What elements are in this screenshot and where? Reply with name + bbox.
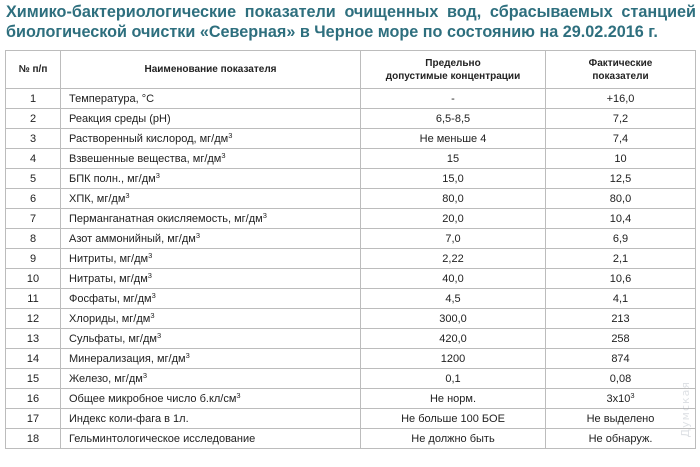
- table-row: [6, 229, 696, 249]
- table-row: [6, 289, 696, 309]
- cell-name: Нитраты, $мг/дм^3$: [61, 269, 361, 289]
- table-row: [6, 429, 696, 449]
- table-row: [6, 129, 696, 149]
- cell-name: Температура, °С: [61, 89, 361, 109]
- cell-limit: 40,0: [361, 269, 546, 289]
- cell-name: Растворенный кислород, $мг/дм^3$: [61, 129, 361, 149]
- cell-actual: 10,4: [546, 209, 696, 229]
- unit-superscript: 3: [142, 370, 148, 380]
- cell-actual: Не обнаруж.: [546, 429, 696, 449]
- cell-num: 17: [6, 409, 61, 429]
- cell-limit: 6,5-8,5: [361, 109, 546, 129]
- header-num: № п/п: [6, 51, 61, 89]
- cell-limit: 15: [361, 149, 546, 169]
- cell-name: Реакция среды (рН): [61, 109, 361, 129]
- cell-name: Взвешенные вещества, $мг/дм^3$: [61, 149, 361, 169]
- unit-superscript: 3: [228, 130, 233, 140]
- table-row: [6, 209, 696, 229]
- cell-actual: +16,0: [546, 89, 696, 109]
- unit-superscript: 3: [151, 290, 156, 300]
- table-row: [6, 329, 696, 349]
- cell-name: Азот аммонийный, $мг/дм^3$: [61, 229, 361, 249]
- cell-num: 11: [6, 289, 61, 309]
- cell-limit: Не меньше 4: [361, 129, 546, 149]
- cell-actual: 10,6: [546, 269, 696, 289]
- cell-num: 16: [6, 389, 61, 409]
- cell-limit: 4,5: [361, 289, 546, 309]
- unit-superscript: 3: [221, 150, 226, 160]
- water-quality-table: [5, 50, 696, 449]
- cell-num: 3: [6, 129, 61, 149]
- cell-actual: 12,5: [546, 169, 696, 189]
- table-row: [6, 389, 696, 409]
- cell-name: Хлориды, $мг/дм^3$: [61, 309, 361, 329]
- unit-superscript: 3: [148, 250, 153, 260]
- cell-num: 9: [6, 249, 61, 269]
- unit-superscript: 3: [262, 210, 267, 220]
- unit-superscript: 3: [236, 390, 241, 400]
- cell-limit: -: [361, 89, 546, 109]
- cell-num: 15: [6, 369, 61, 389]
- cell-num: 2: [6, 109, 61, 129]
- header-limit: [361, 51, 546, 89]
- cell-limit: 420,0: [361, 329, 546, 349]
- cell-num: 10: [6, 269, 61, 289]
- table-row: [6, 89, 696, 109]
- cell-actual: 7,2: [546, 109, 696, 129]
- cell-actual: 6,9: [546, 229, 696, 249]
- header-actual: [546, 51, 696, 89]
- cell-name: ХПК, $мг/дм^3$: [61, 189, 361, 209]
- table-row: [6, 349, 696, 369]
- cell-limit: 2,22: [361, 249, 546, 269]
- watermark: Думская: [679, 380, 692, 437]
- table-row: [6, 169, 696, 189]
- cell-limit: 7,0: [361, 229, 546, 249]
- cell-name: Минерализация, $мг/дм^3$: [61, 349, 361, 369]
- cell-num: 7: [6, 209, 61, 229]
- unit-superscript: 3: [195, 230, 200, 240]
- cell-num: 6: [6, 189, 61, 209]
- cell-actual: Не выделено: [546, 409, 696, 429]
- cell-name: Индекс коли-фага в 1л.: [61, 409, 361, 429]
- table-row: [6, 109, 696, 129]
- cell-actual: 0,08: [546, 369, 696, 389]
- unit-superscript: 3: [150, 310, 155, 320]
- cell-num: 18: [6, 429, 61, 449]
- header-limit-line2: допустимые концентрации: [385, 70, 521, 82]
- cell-name: Фосфаты, $мг/дм^3$: [61, 289, 361, 309]
- table-row: [6, 149, 696, 169]
- cell-actual: 7,4: [546, 129, 696, 149]
- cell-num: 4: [6, 149, 61, 169]
- cell-actual: 4,1: [546, 289, 696, 309]
- header-limit-line1: Предельно: [425, 57, 481, 69]
- cell-actual: 10: [546, 149, 696, 169]
- cell-limit: 1200: [361, 349, 546, 369]
- unit-superscript: 3: [155, 170, 160, 180]
- cell-actual: 213: [546, 309, 696, 329]
- table-header-row: [6, 51, 696, 89]
- actual-superscript: 3: [630, 390, 635, 400]
- cell-name: Гельминтологическое исследование: [61, 429, 361, 449]
- table-row: [6, 249, 696, 269]
- table-row: [6, 269, 696, 289]
- unit-superscript: 3: [147, 270, 152, 280]
- cell-limit: 80,0: [361, 189, 546, 209]
- cell-name: Общее микробное число $б.кл/см^3$: [61, 389, 361, 409]
- document-title: Химико-бактериологические показатели очищенных вод, сбрасываемых станцией биологической очистки «Северная» в Черное море по состоянию на 29.02.2016 г.: [6, 3, 696, 41]
- cell-name: Сульфаты, $мг/дм^3$: [61, 329, 361, 349]
- unit-superscript: 3: [156, 330, 162, 340]
- cell-limit: Не должно быть: [361, 429, 546, 449]
- table-row: [6, 409, 696, 429]
- cell-actual: 80,0: [546, 189, 696, 209]
- cell-limit: Не больше 100 БОЕ: [361, 409, 546, 429]
- cell-limit: 300,0: [361, 309, 546, 329]
- cell-num: 13: [6, 329, 61, 349]
- table-row: [6, 309, 696, 329]
- cell-num: 1: [6, 89, 61, 109]
- cell-limit: Не норм.: [361, 389, 546, 409]
- cell-num: 12: [6, 309, 61, 329]
- header-name: Наименование показателя: [61, 51, 361, 89]
- cell-actual: 2,1: [546, 249, 696, 269]
- cell-actual: 874: [546, 349, 696, 369]
- cell-actual: 258: [546, 329, 696, 349]
- unit-superscript: 3: [125, 190, 130, 200]
- header-actual-line1: Фактические: [588, 57, 653, 69]
- table-row: [6, 189, 696, 209]
- cell-num: 5: [6, 169, 61, 189]
- cell-actual: $3x10^3$: [546, 389, 696, 409]
- cell-limit: 0,1: [361, 369, 546, 389]
- cell-num: 8: [6, 229, 61, 249]
- unit-superscript: 3: [185, 350, 190, 360]
- cell-name: Нитриты, $мг/дм^3$: [61, 249, 361, 269]
- cell-name: БПК полн., $мг/дм^3$: [61, 169, 361, 189]
- cell-limit: 20,0: [361, 209, 546, 229]
- cell-limit: 15,0: [361, 169, 546, 189]
- cell-name: Перманганатная окисляемость, $мг/дм^3$: [61, 209, 361, 229]
- table-row: [6, 369, 696, 389]
- header-actual-line2: показатели: [592, 70, 649, 82]
- cell-num: 14: [6, 349, 61, 369]
- cell-name: Железо, $мг/дм^3$: [61, 369, 361, 389]
